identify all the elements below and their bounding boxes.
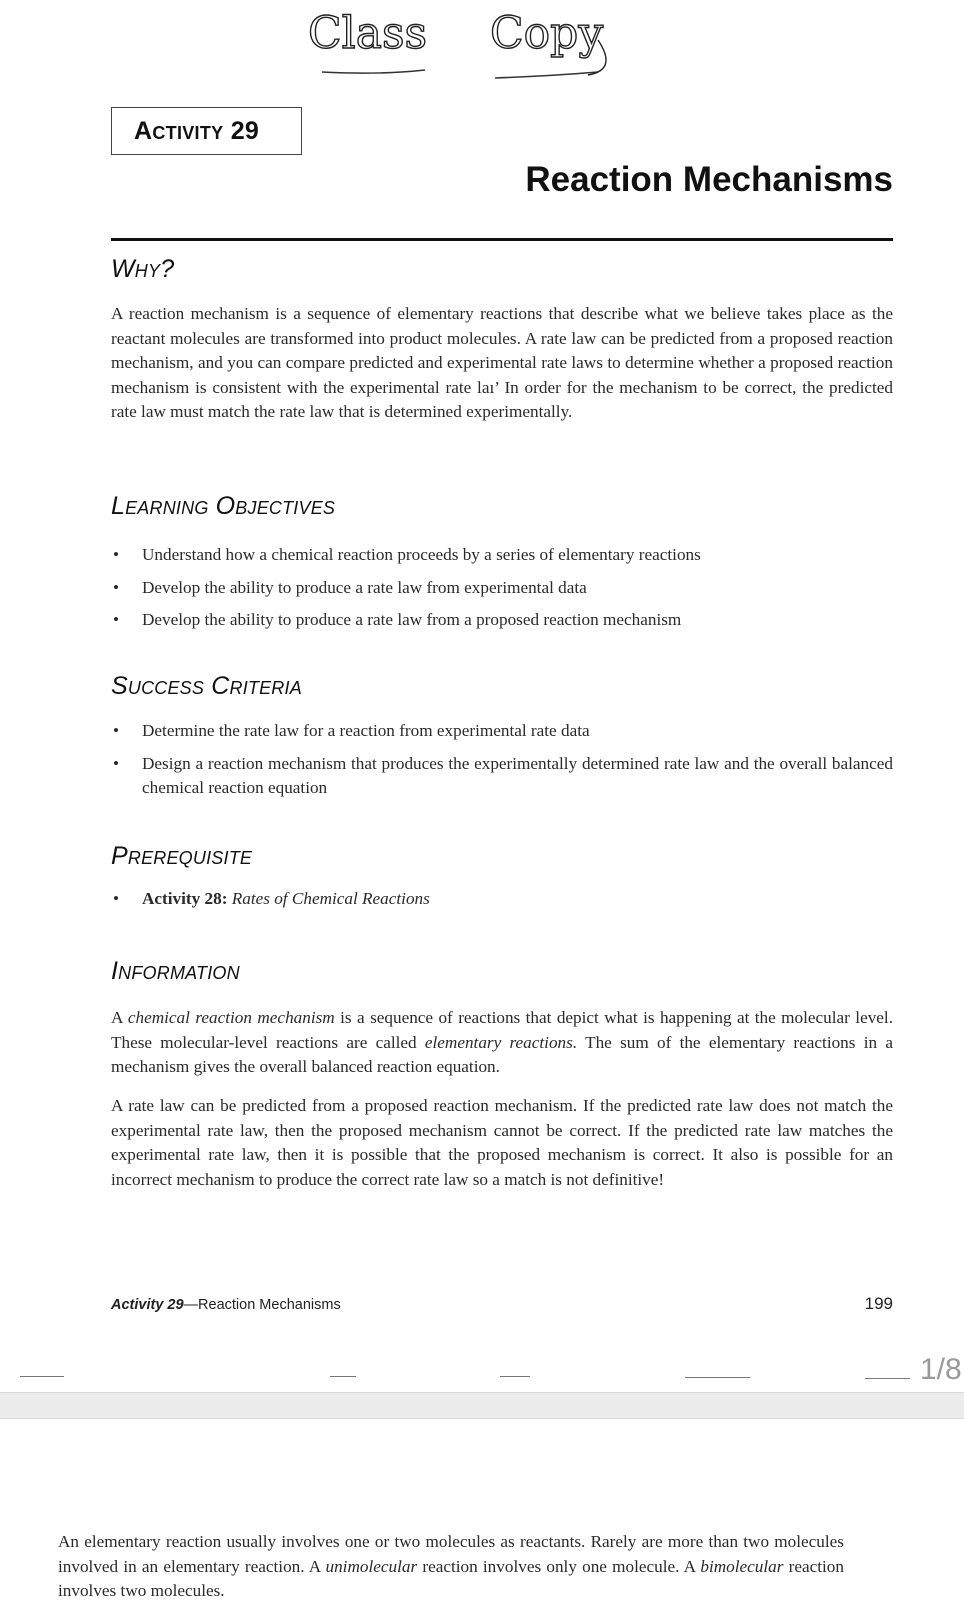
prerequisite-heading: Prerequisite [111,842,253,870]
scan-artifact [20,1376,64,1377]
success-criteria-list [111,719,893,809]
learning-objectives-heading: Learning Objectives [111,492,336,520]
why-heading: Why? [111,255,175,283]
list-item: • Develop the ability to produce a rate law from experimental data [111,576,893,601]
prerequisite-activity: Activity 28: [142,889,228,908]
list-item: • Determine the rate law for a reaction from experimental rate data [111,719,893,744]
page-indicator: 1/8 [920,1353,962,1386]
page-title: Reaction Mechanisms [525,160,893,199]
page-separator [0,1392,964,1419]
footer-running-title: Activity 29—Reaction Mechanisms [111,1297,341,1313]
scan-artifact [865,1378,910,1379]
next-page-paragraph: An elementary reaction usually involves one or two molecules as reactants. Rarely are more than two molecules involved in an elementary reaction. A unimolecular reaction involves only one molecule. A bimolecular reaction involves two molecules. [58,1532,844,1600]
list-item: • Design a reaction mechanism that produces the experimentally determined rate law and the overall balanced chemical reaction equation [111,752,893,801]
scan-artifact [500,1376,530,1377]
svg-text:Class: Class [308,8,428,59]
svg-text:Copy: Copy [490,8,604,59]
list-item [111,887,893,912]
prerequisite-title: Rates of Chemical Reactions [231,889,430,908]
scan-artifact [330,1376,356,1377]
scan-artifact [685,1377,750,1378]
activity-label: Activity 29 [134,116,260,145]
list-item: • Understand how a chemical reaction proceeds by a series of elementary reactions [111,543,893,568]
title-rule [111,238,893,241]
list-item: • Develop the ability to produce a rate law from a proposed reaction mechanism [111,608,893,633]
learning-objectives-list [111,543,893,641]
activity-label-box [111,107,302,155]
information-paragraph-1: A chemical reaction mechanism is a sequence of reactions that depict what is happening at the molecular level. These molecular-level reactions are called elementary reactions. The sum of the elementary reactions in a mechanism gives the overall balanced reaction equation. [111,1008,894,1076]
success-criteria-heading: Success Criteria [111,672,302,700]
information-paragraph-2: A rate law can be predicted from a proposed reaction mechanism. If the predicted rate law does not match the experimental rate law, then the proposed mechanism cannot be correct. If the predicted rate law matches the experimental rate law, then it is possible that the proposed mechanism is correct. It also is possible for an incorrect mechanism to produce the correct rate law so a match is not definitive! [111,1096,893,1189]
information-heading: Information [111,957,240,985]
prerequisite-list [111,887,893,920]
handwritten-class-copy-note [300,0,660,95]
why-paragraph: A reaction mechanism is a sequence of elementary reactions that describe what we believe takes place as the reactant molecules are transformed into product molecules. A rate law can be predicted from a proposed reaction mechanism, and you can compare predicted and experimental rate laws to determine whether a proposed reaction mechanism is consistent with the experimental rate laı’ In order for the mechanism to be correct, the predicted rate law must match the rate law that is determined experimentally. [111,304,893,421]
page-number: 199 [864,1294,893,1313]
